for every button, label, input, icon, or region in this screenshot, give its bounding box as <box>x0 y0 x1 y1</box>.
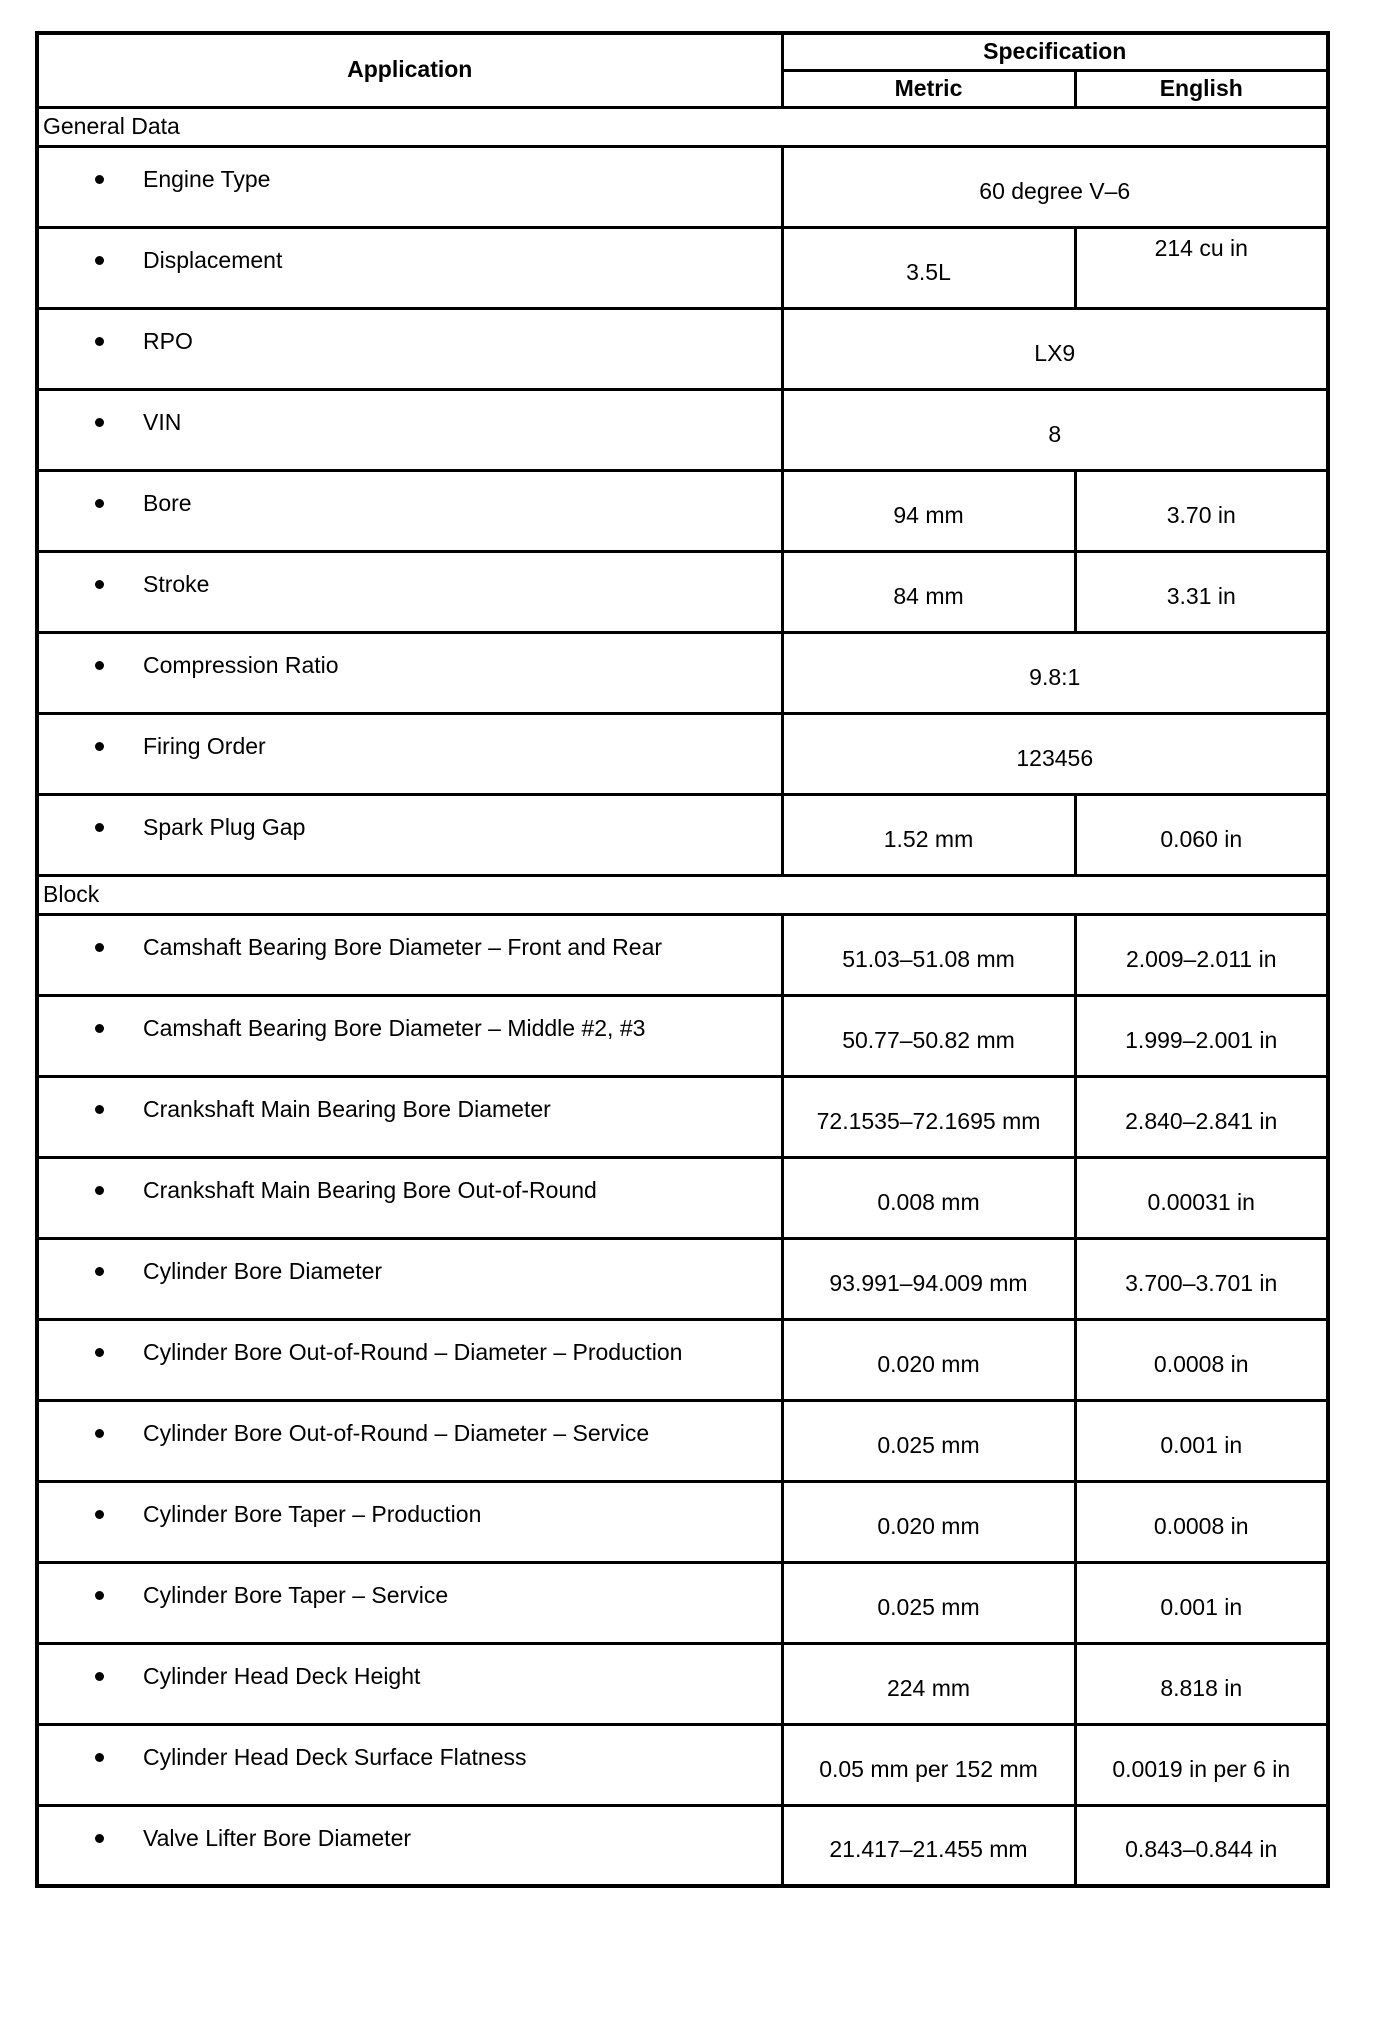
specification-value: LX9 <box>782 308 1328 389</box>
application-label: Cylinder Bore Out-of-Round – Diameter – Service <box>143 1419 650 1446</box>
table-row <box>37 1562 1328 1643</box>
application-cell <box>37 1157 782 1238</box>
application-header: Application <box>37 33 782 107</box>
application-cell <box>37 389 782 470</box>
table-row <box>37 308 1328 389</box>
table-row <box>37 1319 1328 1400</box>
application-cell <box>37 1076 782 1157</box>
application-cell <box>37 794 782 875</box>
table-row <box>37 1805 1328 1886</box>
application-cell <box>37 995 782 1076</box>
specification-value: 60 degree V–6 <box>782 146 1328 227</box>
table-body <box>37 107 1328 1886</box>
application-label: Stroke <box>143 570 210 597</box>
application-label: Crankshaft Main Bearing Bore Out-of-Round <box>143 1176 597 1203</box>
bullet-icon <box>95 1429 104 1438</box>
bullet-icon <box>95 1834 104 1843</box>
table-row <box>37 389 1328 470</box>
table-row <box>37 1724 1328 1805</box>
section-title: Block <box>37 875 1328 914</box>
specification-header: Specification <box>782 33 1328 70</box>
application-label: Cylinder Head Deck Height <box>143 1662 421 1689</box>
specification-value: 8 <box>782 389 1328 470</box>
bullet-icon <box>95 499 104 508</box>
application-cell <box>37 1562 782 1643</box>
table-row <box>37 146 1328 227</box>
bullet-icon <box>95 175 104 184</box>
application-cell <box>37 1805 782 1886</box>
english-value: 1.999–2.001 in <box>1075 995 1328 1076</box>
metric-value: 51.03–51.08 mm <box>782 914 1075 995</box>
metric-value: 94 mm <box>782 470 1075 551</box>
table-row <box>37 1400 1328 1481</box>
application-label: Spark Plug Gap <box>143 813 306 840</box>
application-label: Compression Ratio <box>143 651 339 678</box>
specification-value: 123456 <box>782 713 1328 794</box>
section-title: General Data <box>37 107 1328 146</box>
application-cell <box>37 1724 782 1805</box>
bullet-icon <box>95 1753 104 1762</box>
application-label: Cylinder Bore Out-of-Round – Diameter – Production <box>143 1338 683 1365</box>
bullet-icon <box>95 1591 104 1600</box>
metric-value: 21.417–21.455 mm <box>782 1805 1075 1886</box>
application-cell <box>37 1400 782 1481</box>
english-value: 3.70 in <box>1075 470 1328 551</box>
english-value: 0.0008 in <box>1075 1481 1328 1562</box>
metric-value: 0.008 mm <box>782 1157 1075 1238</box>
bullet-icon <box>95 661 104 670</box>
application-cell <box>37 914 782 995</box>
english-value: 214 cu in <box>1075 227 1328 308</box>
bullet-icon <box>95 742 104 751</box>
application-cell <box>37 1238 782 1319</box>
application-label: Camshaft Bearing Bore Diameter – Middle #2, #3 <box>143 1014 646 1041</box>
table-row <box>37 1157 1328 1238</box>
bullet-icon <box>95 1267 104 1276</box>
table-row <box>37 995 1328 1076</box>
application-label: Cylinder Head Deck Surface Flatness <box>143 1743 527 1770</box>
bullet-icon <box>95 943 104 952</box>
bullet-icon <box>95 1348 104 1357</box>
metric-value: 0.025 mm <box>782 1562 1075 1643</box>
table-row <box>37 470 1328 551</box>
specification-table <box>35 31 1330 1888</box>
application-label: Firing Order <box>143 732 266 759</box>
english-value: 8.818 in <box>1075 1643 1328 1724</box>
application-label: Valve Lifter Bore Diameter <box>143 1824 412 1851</box>
bullet-icon <box>95 823 104 832</box>
english-value: 0.060 in <box>1075 794 1328 875</box>
application-label: Displacement <box>143 246 283 273</box>
metric-value: 0.020 mm <box>782 1481 1075 1562</box>
table-row <box>37 1643 1328 1724</box>
metric-value: 3.5L <box>782 227 1075 308</box>
metric-value: 84 mm <box>782 551 1075 632</box>
application-cell <box>37 1319 782 1400</box>
bullet-icon <box>95 1672 104 1681</box>
bullet-icon <box>95 1186 104 1195</box>
metric-header: Metric <box>782 70 1075 107</box>
bullet-icon <box>95 1105 104 1114</box>
table-row <box>37 1076 1328 1157</box>
table-row <box>37 1481 1328 1562</box>
section-row <box>37 107 1328 146</box>
table-row <box>37 551 1328 632</box>
application-cell <box>37 227 782 308</box>
metric-value: 224 mm <box>782 1643 1075 1724</box>
metric-value: 72.1535–72.1695 mm <box>782 1076 1075 1157</box>
bullet-icon <box>95 580 104 589</box>
english-value: 0.00031 in <box>1075 1157 1328 1238</box>
application-label: Camshaft Bearing Bore Diameter – Front and Rear <box>143 933 663 960</box>
application-label: Cylinder Bore Taper – Service <box>143 1581 449 1608</box>
application-label: Engine Type <box>143 165 271 192</box>
english-value: 0.843–0.844 in <box>1075 1805 1328 1886</box>
application-label: Cylinder Bore Taper – Production <box>143 1500 482 1527</box>
application-cell <box>37 1643 782 1724</box>
english-value: 3.700–3.701 in <box>1075 1238 1328 1319</box>
application-label: VIN <box>143 408 182 435</box>
bullet-icon <box>95 1024 104 1033</box>
application-cell <box>37 713 782 794</box>
application-cell <box>37 470 782 551</box>
english-value: 2.009–2.011 in <box>1075 914 1328 995</box>
table-row <box>37 227 1328 308</box>
bullet-icon <box>95 337 104 346</box>
application-label: Cylinder Bore Diameter <box>143 1257 383 1284</box>
application-cell <box>37 551 782 632</box>
application-cell <box>37 1481 782 1562</box>
english-value: 0.001 in <box>1075 1562 1328 1643</box>
bullet-icon <box>95 256 104 265</box>
table-row <box>37 1238 1328 1319</box>
application-cell <box>37 632 782 713</box>
table-row <box>37 632 1328 713</box>
application-label: Bore <box>143 489 192 516</box>
english-value: 2.840–2.841 in <box>1075 1076 1328 1157</box>
metric-value: 0.020 mm <box>782 1319 1075 1400</box>
english-value: 0.0008 in <box>1075 1319 1328 1400</box>
application-cell <box>37 146 782 227</box>
bullet-icon <box>95 1510 104 1519</box>
specification-value: 9.8:1 <box>782 632 1328 713</box>
table-row <box>37 914 1328 995</box>
english-value: 0.0019 in per 6 in <box>1075 1724 1328 1805</box>
table-row <box>37 794 1328 875</box>
english-value: 0.001 in <box>1075 1400 1328 1481</box>
metric-value: 50.77–50.82 mm <box>782 995 1075 1076</box>
english-header: English <box>1075 70 1328 107</box>
application-cell <box>37 308 782 389</box>
application-label: RPO <box>143 327 193 354</box>
english-value: 3.31 in <box>1075 551 1328 632</box>
section-row <box>37 875 1328 914</box>
bullet-icon <box>95 418 104 427</box>
metric-value: 93.991–94.009 mm <box>782 1238 1075 1319</box>
application-label: Crankshaft Main Bearing Bore Diameter <box>143 1095 551 1122</box>
metric-value: 0.025 mm <box>782 1400 1075 1481</box>
metric-value: 1.52 mm <box>782 794 1075 875</box>
table-row <box>37 713 1328 794</box>
metric-value: 0.05 mm per 152 mm <box>782 1724 1075 1805</box>
